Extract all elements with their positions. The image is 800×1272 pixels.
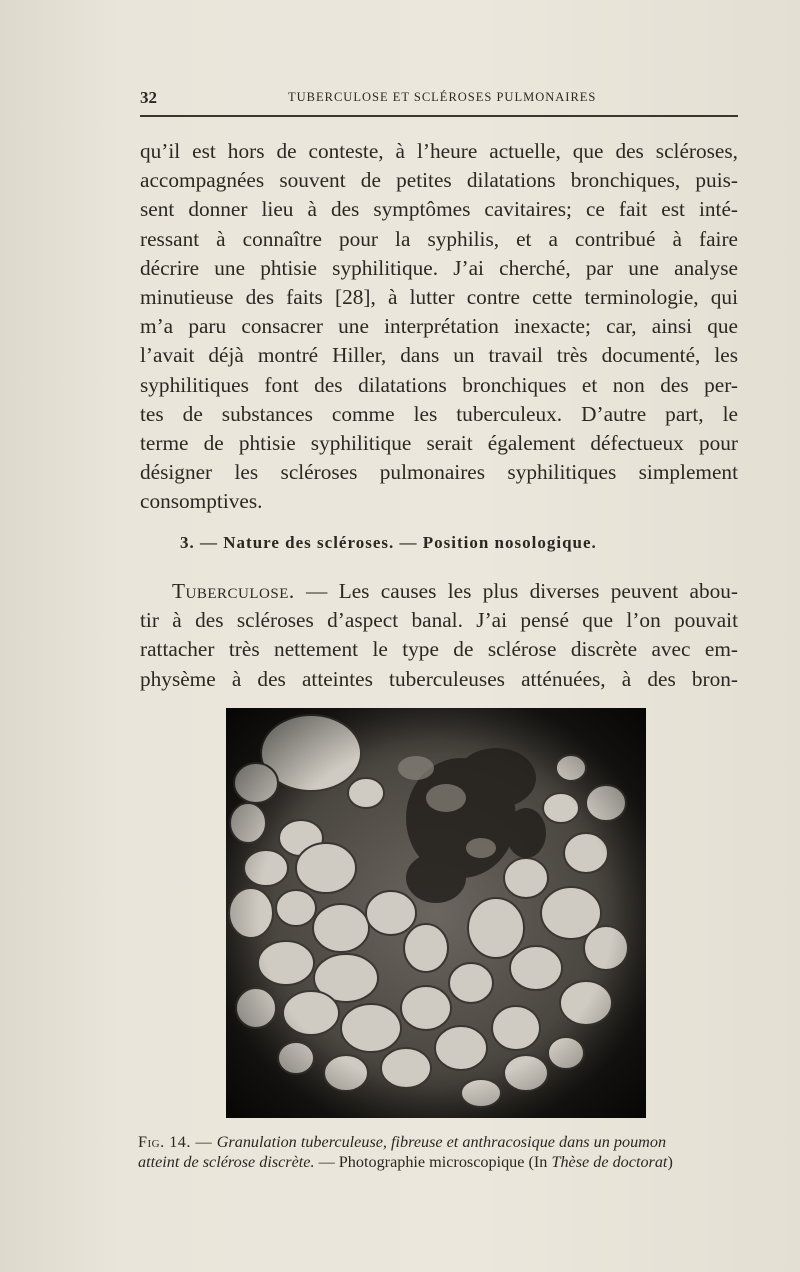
text-line: qu’il est hors de conteste, à l’heure actuelle, que des scléroses, bbox=[140, 139, 738, 163]
caption-line bbox=[138, 1132, 738, 1152]
text-line: terme de phtisie syphilitique serait également défectueux pour bbox=[140, 431, 738, 456]
running-title: TUBERCULOSE ET SCLÉROSES PULMONAIRES bbox=[288, 90, 597, 104]
caption-source: Thèse de doctorat bbox=[551, 1153, 668, 1171]
text-line: rattacher très nettement le type de sclérose discrète avec em- bbox=[140, 637, 738, 662]
micrograph-svg bbox=[226, 708, 646, 1118]
caption-title-cont: atteint de sclérose discrète. bbox=[138, 1153, 315, 1171]
caption-line bbox=[138, 1152, 738, 1172]
paragraph-1 bbox=[140, 137, 738, 517]
page-number: 32 bbox=[140, 88, 157, 107]
text-run: — Les causes les plus diverses peuvent abou- bbox=[294, 579, 738, 603]
text-line: désigner les scléroses pulmonaires syphilitiques simplement bbox=[140, 460, 738, 485]
caption-text: — Photographie microscopique (In bbox=[314, 1153, 552, 1171]
text-line: physème à des atteintes tuberculeuses atténuées, à des bron- bbox=[140, 666, 738, 691]
page-header bbox=[140, 88, 738, 112]
text-line: m’a paru consacrer une interprétation inexacte; car, ainsi que bbox=[140, 314, 738, 339]
text-line: syphilitiques font des dilatations bronchiques et non des per- bbox=[140, 372, 738, 397]
figure-caption bbox=[138, 1132, 738, 1172]
text-line: consomptives. bbox=[140, 489, 263, 514]
text-line: l’avait déjà montré Hiller, dans un travail très documenté, les bbox=[140, 343, 738, 368]
caption-close: ) bbox=[667, 1153, 673, 1171]
paragraph-2 bbox=[140, 577, 738, 694]
section-heading: 3. — Nature des scléroses. — Position nosologique. bbox=[180, 533, 597, 552]
header-rule bbox=[140, 115, 738, 117]
text-line: tes de substances comme les tuberculeux. D’autre part, le bbox=[140, 401, 738, 426]
micrograph-image bbox=[226, 708, 646, 1118]
text-line: sent donner lieu à des symptômes cavitaires; ce fait est inté- bbox=[140, 197, 738, 222]
text-line bbox=[140, 577, 738, 606]
caption-title: Granulation tuberculeuse, fibreuse et anthracosique dans un poumon bbox=[216, 1133, 667, 1151]
paragraph-lead: Tuberculose. bbox=[172, 579, 295, 603]
figure-label: Fig. 14. — bbox=[138, 1133, 217, 1151]
text-line: accompagnées souvent de petites dilatations bronchiques, puis- bbox=[140, 168, 738, 193]
text-line: tir à des scléroses d’aspect banal. J’ai pensé que l’on pouvait bbox=[140, 608, 738, 633]
text-line: minutieuse des faits [28], à lutter contre cette terminologie, qui bbox=[140, 285, 738, 310]
text-line: ressant à connaître pour la syphilis, et a contribué à faire bbox=[140, 226, 738, 251]
text-line: décrire une phtisie syphilitique. J’ai cherché, par une analyse bbox=[140, 255, 738, 280]
